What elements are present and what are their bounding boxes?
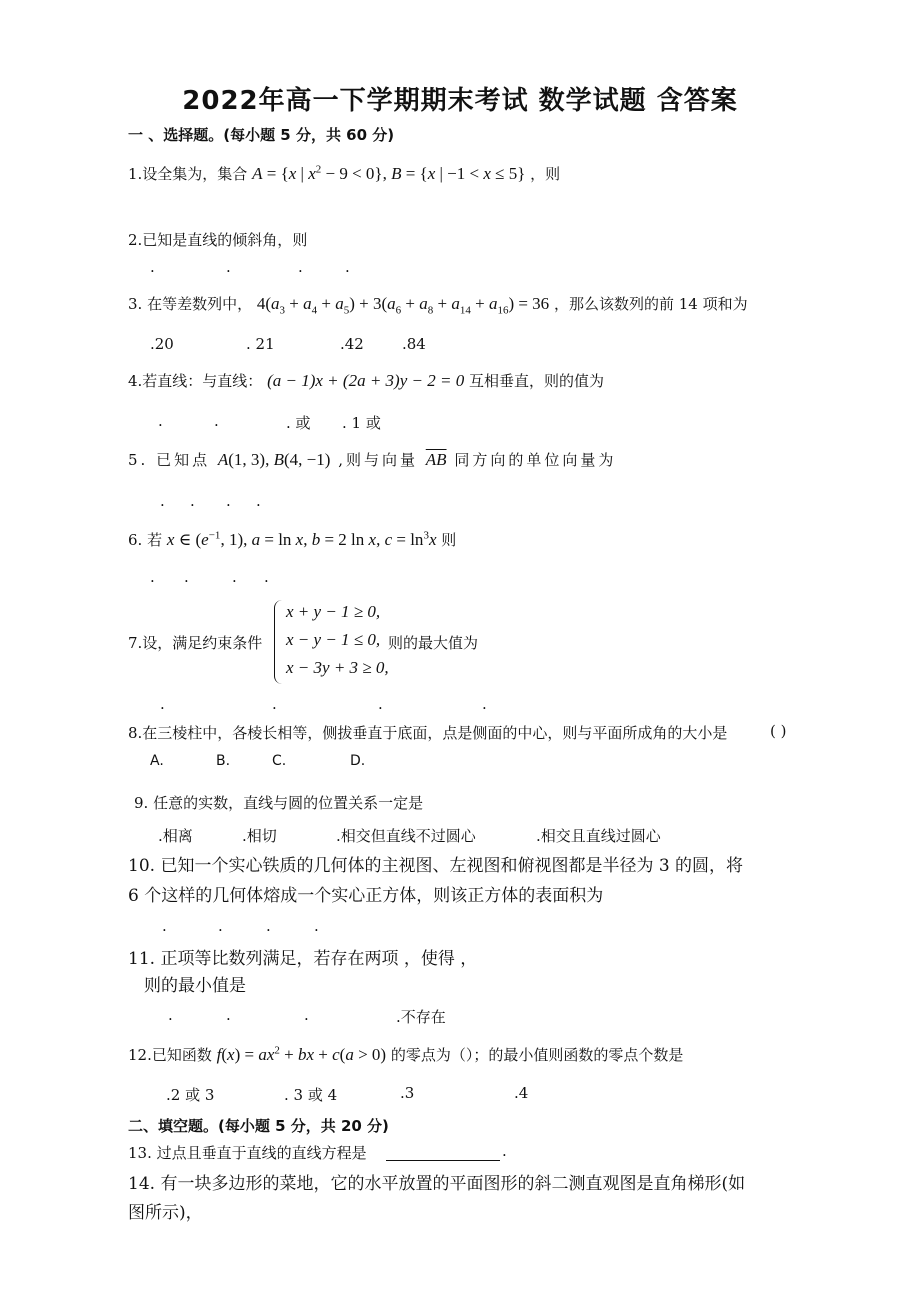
option-d: D.: [350, 753, 366, 769]
question-14-line-2: 图所示)，: [128, 1203, 203, 1223]
option-c: . 或: [286, 414, 311, 432]
option-c: .: [298, 258, 303, 276]
constraint-1: x + y − 1 ≥ 0,: [286, 602, 381, 621]
question-5-points: A(1, 3), B(4, −1): [217, 450, 331, 469]
option-c: .: [304, 1006, 309, 1024]
option-d: .: [264, 568, 269, 586]
question-4: [128, 370, 604, 391]
option-b: .: [226, 258, 231, 276]
option-c: C.: [272, 753, 287, 769]
question-9: 9. 任意的实数，直线与圆的位置关系一定是: [134, 794, 424, 812]
option-d: .: [314, 917, 319, 935]
question-4-tail: 互相垂直，则的值为: [468, 372, 604, 390]
question-1: [128, 163, 560, 184]
question-7-tail: 则的最大值为: [388, 634, 479, 652]
option-b: .相切: [242, 827, 277, 845]
question-12-text: 12.已知函数: [128, 1046, 212, 1064]
option-d: .84: [402, 335, 426, 353]
option-b: .: [214, 412, 219, 430]
question-12: [128, 1044, 683, 1065]
option-c: .: [266, 917, 271, 935]
option-b: .: [218, 917, 223, 935]
question-6-formula: x ∈ ($e^{-1}$, 1), a = ln x, b = 2 ln x, $c = \ln^3x$: [166, 529, 437, 549]
option-b: . 21: [246, 335, 275, 353]
question-10-line-2: 6 个这样的几何体熔成一个实心正方体，则该正方体的表面积为: [128, 886, 604, 906]
vector-ab: $\overline{AB}$: [425, 450, 447, 469]
question-13-tail: .: [502, 1142, 507, 1160]
option-a: .: [150, 568, 155, 586]
question-5-tail: 同方向的单位向量为: [454, 451, 617, 469]
question-12-formula: $f(x) = ax^2$ + bx + c(a > 0): [216, 1044, 387, 1064]
section-heading-fill: 二、填空题。(每小题 5 分，共 20 分): [128, 1117, 389, 1135]
option-a: A.: [150, 753, 164, 769]
answer-parentheses: ( ): [770, 722, 787, 740]
option-b: .: [226, 1006, 231, 1024]
question-6-tail: 则: [441, 531, 457, 549]
question-1-text: 1.设全集为，集合: [128, 165, 248, 183]
option-a: .: [168, 1006, 173, 1024]
question-4-text: 4.若直线：与直线：: [128, 372, 263, 390]
question-8: 8.在三棱柱中，各棱长相等，侧拔垂直于底面，点是侧面的中心，则与平面所成角的大小是: [128, 724, 728, 742]
question-1-tail: ，则: [530, 165, 561, 183]
option-c: .3: [400, 1084, 415, 1102]
question-10-line-1: 10. 已知一个实心铁质的几何体的主视图、左视图和俯视图都是半径为 3 的圆，将: [128, 856, 744, 876]
section-heading-choice: 一 、选择题。(每小题 5 分，共 60 分): [128, 126, 395, 144]
question-12-tail: 的零点为（）；的最小值则函数的零点个数是: [390, 1046, 684, 1064]
option-c: .相交但直线不过圆心: [336, 827, 476, 845]
option-a: .: [162, 917, 167, 935]
option-b: .: [272, 695, 277, 713]
question-5-mid: ,则与向量: [338, 451, 418, 469]
question-3-formula: $4(a_3 + a_4 + a_5) + 3(a_6 + a_8 + a_{14} + a_{16}) = 36$: [256, 294, 550, 317]
option-d: .4: [514, 1084, 529, 1102]
question-1-formula: A = {x | $x^2 - 9 < 0$}, B = {x | −1 < x ≤ 5}: [252, 163, 526, 183]
answer-blank: [386, 1160, 500, 1161]
question-7: 7.设，满足约束条件: [128, 634, 263, 652]
option-a: .20: [150, 335, 174, 353]
question-13: 13. 过点且垂直于直线的直线方程是: [128, 1144, 367, 1162]
option-b: . 3 或 4: [284, 1086, 338, 1104]
question-3-text: 3. 在等差数列中，: [128, 295, 253, 313]
option-d: .: [256, 492, 261, 510]
question-5-text: 5. 已知点: [128, 451, 211, 469]
option-b: .: [190, 492, 195, 510]
constraint-2: x − y − 1 ≤ 0,: [286, 630, 381, 649]
question-6: [128, 529, 456, 550]
question-3-tail: ，那么该数列的前 14 项和为: [553, 295, 748, 313]
option-a: .: [160, 695, 165, 713]
option-c: .: [226, 492, 231, 510]
option-d: .相交且直线过圆心: [536, 827, 661, 845]
option-a: .: [158, 412, 163, 430]
question-4-formula: (a − 1)x + (2a + 3)y − 2 = 0: [267, 371, 465, 390]
option-a: .: [150, 258, 155, 276]
option-a: .相离: [158, 827, 193, 845]
option-d: .不存在: [396, 1008, 446, 1026]
question-11-line-1: 11. 正项等比数列满足，若存在两项 ，使得 ，: [128, 949, 478, 969]
option-a: .: [160, 492, 165, 510]
page-title: 2022年高一下学期期末考试 数学试题 含答案: [182, 86, 738, 116]
option-a: .2 或 3: [166, 1086, 215, 1104]
question-6-text: 6. 若: [128, 531, 163, 549]
question-2: 2.已知是直线的倾斜角，则: [128, 231, 308, 249]
option-c: .42: [340, 335, 364, 353]
option-c: .: [378, 695, 383, 713]
option-d: . 1 或: [342, 414, 381, 432]
constraint-3: x − 3y + 3 ≥ 0,: [286, 658, 389, 677]
constraint-brace: [274, 600, 283, 684]
question-11-line-2: 则的最小值是: [144, 976, 246, 996]
option-d: .: [482, 695, 487, 713]
option-b: .: [184, 568, 189, 586]
option-d: .: [345, 258, 350, 276]
option-c: .: [232, 568, 237, 586]
question-14-line-1: 14. 有一块多边形的菜地，它的水平放置的平面图形的斜二测直观图是直角梯形(如: [128, 1174, 746, 1194]
question-5: [128, 449, 616, 470]
option-b: B.: [216, 753, 231, 769]
question-3: [128, 293, 748, 316]
